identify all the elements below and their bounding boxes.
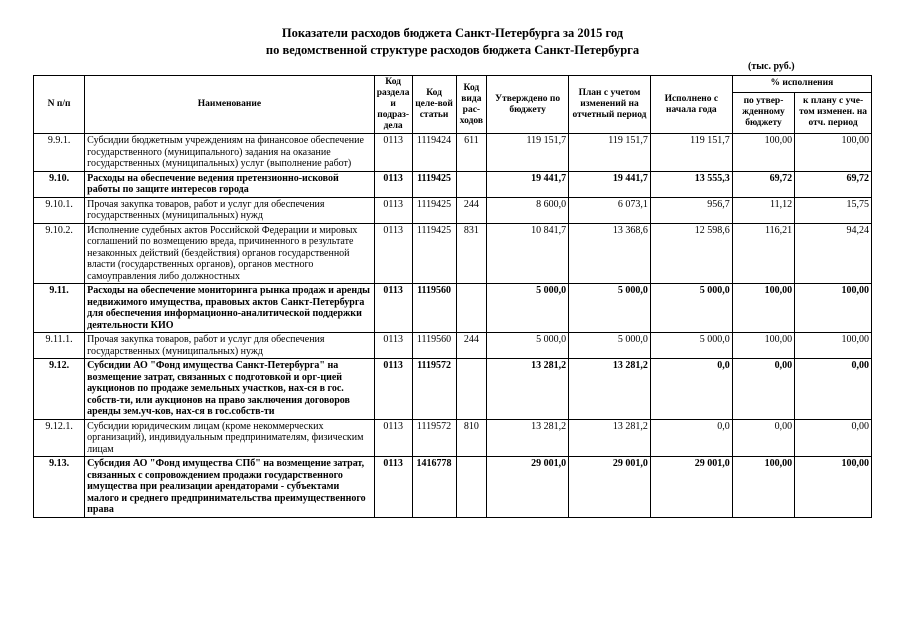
header-pct-group: % исполнения (732, 76, 871, 93)
row-utv: 10 841,7 (487, 223, 569, 284)
row-pct-plan: 100,00 (795, 134, 872, 172)
row-vid (456, 457, 487, 518)
row-vid (456, 171, 487, 197)
row-razdel: 0113 (374, 333, 412, 359)
table-row (34, 457, 872, 518)
row-pct-utv: 11,12 (732, 197, 794, 223)
row-razdel: 0113 (374, 134, 412, 172)
row-num: 9.11. (34, 284, 85, 333)
row-vid: 810 (456, 419, 487, 457)
row-name: Расходы на обеспечение ведения претензионно-исковой работы по защите интересов города (85, 171, 375, 197)
row-plan: 13 281,2 (569, 419, 651, 457)
units-label: (тыс. руб.) (748, 61, 795, 72)
row-celevoi: 1119572 (412, 359, 456, 420)
row-pct-plan: 15,75 (795, 197, 872, 223)
table-row (34, 223, 872, 284)
row-celevoi: 1119424 (412, 134, 456, 172)
row-utv: 8 600,0 (487, 197, 569, 223)
row-plan: 13 281,2 (569, 359, 651, 420)
row-name: Субсидии бюджетным учреждениям на финансовое обеспечение государственного (муниципального) задания на оказание государственных (муниципальных) услуг (выполнение работ) (85, 134, 375, 172)
row-isp: 119 151,7 (650, 134, 732, 172)
row-num: 9.9.1. (34, 134, 85, 172)
row-utv: 5 000,0 (487, 333, 569, 359)
row-razdel: 0113 (374, 197, 412, 223)
row-isp: 0,0 (650, 359, 732, 420)
row-plan: 5 000,0 (569, 284, 651, 333)
row-utv: 19 441,7 (487, 171, 569, 197)
header-pct-utv: по утвер-жденному бюджету (732, 92, 794, 133)
table-body (34, 134, 872, 518)
row-celevoi: 1119425 (412, 223, 456, 284)
row-celevoi: 1119425 (412, 171, 456, 197)
report-subtitle: по ведомственной структуре расходов бюджета Санкт-Петербурга (265, 43, 640, 57)
row-name: Расходы на обеспечение мониторинга рынка продаж и аренды недвижимого имущества, правовых актов Санкт-Петербурга для обеспечения информационно-аналитической поддержки деятельности КИО (85, 284, 375, 333)
row-pct-utv: 100,00 (732, 284, 794, 333)
header-razdel: Код раздела и подраз-дела (374, 76, 412, 134)
table-row (34, 197, 872, 223)
row-pct-plan: 94,24 (795, 223, 872, 284)
row-vid (456, 284, 487, 333)
header-celevoi: Код целе-вой статьи (412, 76, 456, 134)
row-pct-utv: 100,00 (732, 457, 794, 518)
row-isp: 12 598,6 (650, 223, 732, 284)
row-num: 9.12. (34, 359, 85, 420)
row-name: Исполнение судебных актов Российской Федерации и мировых соглашений по возмещению вреда, причиненного в результате незаконных действий (бездействия) органов государственной власти (государственных органов), органов местного самоуправления либо должностных (85, 223, 375, 284)
row-vid: 831 (456, 223, 487, 284)
row-razdel: 0113 (374, 419, 412, 457)
row-razdel: 0113 (374, 457, 412, 518)
row-pct-utv: 0,00 (732, 419, 794, 457)
table-row (34, 333, 872, 359)
row-num: 9.10.2. (34, 223, 85, 284)
table-row (34, 284, 872, 333)
row-razdel: 0113 (374, 223, 412, 284)
row-pct-plan: 100,00 (795, 284, 872, 333)
header-pct-plan: к плану с уче-том изменен. на отч. период (795, 92, 872, 133)
table-row (34, 419, 872, 457)
row-utv: 13 281,2 (487, 359, 569, 420)
budget-table (33, 75, 872, 518)
row-isp: 29 001,0 (650, 457, 732, 518)
header-isp: Исполнено с начала года (650, 76, 732, 134)
table-row (34, 134, 872, 172)
table-row (34, 171, 872, 197)
row-plan: 29 001,0 (569, 457, 651, 518)
row-pct-plan: 100,00 (795, 333, 872, 359)
row-isp: 5 000,0 (650, 333, 732, 359)
header-num: N п/п (34, 76, 85, 134)
row-pct-utv: 69,72 (732, 171, 794, 197)
header-utv: Утверждено по бюджету (487, 76, 569, 134)
row-celevoi: 1119425 (412, 197, 456, 223)
row-name: Прочая закупка товаров, работ и услуг для обеспечения государственных (муниципальных) нужд (85, 333, 375, 359)
row-plan: 119 151,7 (569, 134, 651, 172)
row-utv: 119 151,7 (487, 134, 569, 172)
row-num: 9.10. (34, 171, 85, 197)
row-num: 9.13. (34, 457, 85, 518)
row-pct-utv: 100,00 (732, 333, 794, 359)
header-name: Наименование (85, 76, 375, 134)
row-razdel: 0113 (374, 284, 412, 333)
row-pct-utv: 0,00 (732, 359, 794, 420)
row-name: Субсидии юридическим лицам (кроме некоммерческих организаций), индивидуальным предпринимателям, физическим лицам (85, 419, 375, 457)
row-isp: 0,0 (650, 419, 732, 457)
row-pct-utv: 116,21 (732, 223, 794, 284)
table-row (34, 359, 872, 420)
row-plan: 6 073,1 (569, 197, 651, 223)
row-plan: 5 000,0 (569, 333, 651, 359)
row-name: Прочая закупка товаров, работ и услуг для обеспечения государственных (муниципальных) нужд (85, 197, 375, 223)
row-vid: 611 (456, 134, 487, 172)
row-num: 9.11.1. (34, 333, 85, 359)
header-plan: План с учетом изменений на отчетный период (569, 76, 651, 134)
row-celevoi: 1119560 (412, 284, 456, 333)
row-vid (456, 359, 487, 420)
row-celevoi: 1119572 (412, 419, 456, 457)
row-name: Субсидии АО "Фонд имущества Санкт-Петербурга" на возмещение затрат, связанных с подготовкой и орг-цией аукционов по продаже земельных участков, нах-ся в гос. собств-ти, или аукционов на право заключения договоров аренды зем.уч-ков, нах-ся в гос.собств-ти (85, 359, 375, 420)
row-celevoi: 1119560 (412, 333, 456, 359)
row-pct-plan: 0,00 (795, 359, 872, 420)
row-razdel: 0113 (374, 171, 412, 197)
row-pct-plan: 0,00 (795, 419, 872, 457)
row-isp: 956,7 (650, 197, 732, 223)
row-vid: 244 (456, 197, 487, 223)
row-isp: 13 555,3 (650, 171, 732, 197)
row-pct-utv: 100,00 (732, 134, 794, 172)
row-razdel: 0113 (374, 359, 412, 420)
row-celevoi: 1416778 (412, 457, 456, 518)
row-utv: 5 000,0 (487, 284, 569, 333)
row-pct-plan: 100,00 (795, 457, 872, 518)
row-pct-plan: 69,72 (795, 171, 872, 197)
row-name: Субсидия АО "Фонд имущества СПб" на возмещение затрат, связанных с сопровождением продажи государственного имущества при реализации арендаторами - субъектами малого и среднего предпринимательства преимущественного права (85, 457, 375, 518)
row-utv: 13 281,2 (487, 419, 569, 457)
row-isp: 5 000,0 (650, 284, 732, 333)
row-num: 9.10.1. (34, 197, 85, 223)
report-title: Показатели расходов бюджета Санкт-Петербурга за 2015 год (281, 26, 624, 40)
row-utv: 29 001,0 (487, 457, 569, 518)
row-vid: 244 (456, 333, 487, 359)
row-num: 9.12.1. (34, 419, 85, 457)
row-plan: 19 441,7 (569, 171, 651, 197)
row-plan: 13 368,6 (569, 223, 651, 284)
header-vid: Код вида рас-ходов (456, 76, 487, 134)
